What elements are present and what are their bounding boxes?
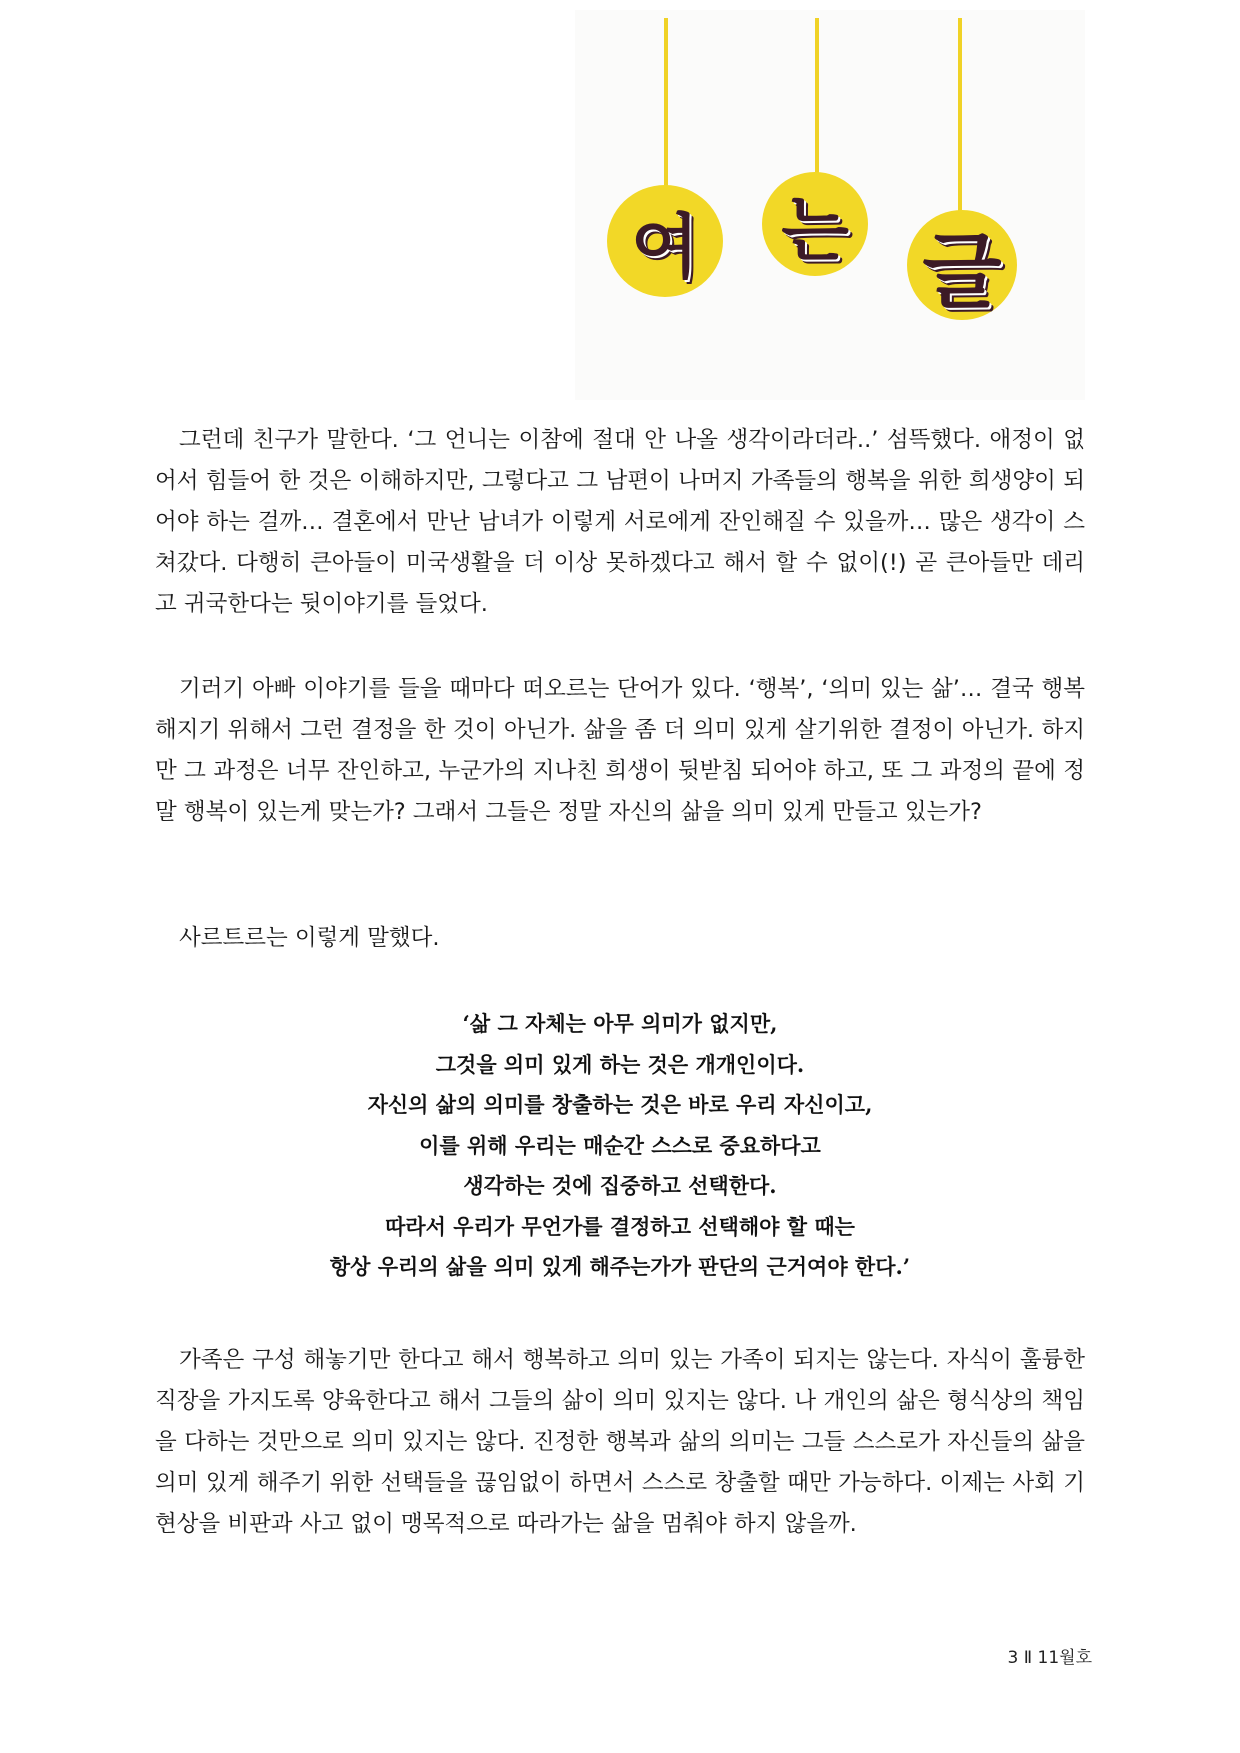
quote-line: 그것을 의미 있게 하는 것은 개개인이다. <box>435 1051 805 1077</box>
title-char-3: 글 <box>922 224 1002 320</box>
title-char-2: 는 <box>781 188 849 271</box>
quote-line: 생각하는 것에 집중하고 선택한다. <box>463 1173 777 1198</box>
bulb-cord-1 <box>664 18 668 190</box>
sartre-quote <box>155 1004 1085 1288</box>
title-bulb-3 <box>907 210 1017 320</box>
quote-line: 따라서 우리가 무언가를 결정하고 선택해야 할 때는 <box>385 1213 855 1239</box>
paragraph-3: 사르트르는 이렇게 말했다. <box>179 925 440 951</box>
title-bulb-2 <box>762 172 868 276</box>
bulb-cord-3 <box>958 18 962 218</box>
quote-line: 자신의 삶의 의미를 창출하는 것은 바로 우리 자신이고, <box>367 1092 873 1117</box>
quote-line: 이를 위해 우리는 매순간 스스로 중요하다고 <box>419 1132 821 1158</box>
paragraph-4: 가족은 구성 해놓기만 한다고 해서 행복하고 의미 있는 가족이 되지는 않는다. 자식이 훌륭한 직장을 가지도록 양육한다고 해서 그들의 삶이 의미 있지는 않다. 나 개인의 삶은 형식상의 책임을 다하는 것만으로 의미 있지는 않다. 진정한 행복과 삶의 의미는 그들 스스로가 자신들의 삶을 의미 있게 해주기 위한 선택들을 끊임없이 하면서 스스로 창출할 때만 가능하다. 이제는 사회 기현상을 비판과 사고 없이 맹목적으로 따라가는 삶을 멈춰야 하지 않을까. <box>155 1347 1085 1537</box>
quote-line: 항상 우리의 삶을 의미 있게 해주는가가 판단의 근거여야 한다.’ <box>329 1254 911 1279</box>
bulb-cord-2 <box>815 18 819 178</box>
paragraph-1: 그런데 친구가 말한다. ‘그 언니는 이참에 절대 안 나올 생각이라더라..’ 섬뜩했다. 애정이 없어서 힘들어 한 것은 이해하지만, 그렇다고 그 남편이 나머지 가족들의 행복을 위한 희생양이 되어야 하는 걸까… 결혼에서 만난 남녀가 이렇게 서로에게 잔인해질 수 있을까… 많은 생각이 스쳐갔다. 다행히 큰아들이 미국생활을 더 이상 못하겠다고 해서 할 수 없이(!) 곧 큰아들만 데리고 귀국한다는 뒷이야기를 들었다. <box>155 427 1085 617</box>
title-bulb-1 <box>607 185 723 297</box>
paragraph-2: 기러기 아빠 이야기를 들을 때마다 떠오르는 단어가 있다. ‘행복’, ‘의미 있는 삶’… 결국 행복해지기 위해서 그런 결정을 한 것이 아닌가. 삶을 좀 더 의미 있게 살기위한 결정이 아닌가. 하지만 그 과정은 너무 잔인하고, 누군가의 지나친 희생이 뒷받침 되어야 하고, 또 그 과정의 끝에 정말 행복이 있는게 맞는가? 그래서 그들은 정말 자신의 삶을 의미 있게 만들고 있는가? <box>155 676 1085 825</box>
quote-line: ‘삶 그 자체는 아무 의미가 없지만, <box>462 1011 778 1036</box>
title-char-1: 여 <box>631 205 699 288</box>
page-number: 3 Ⅱ 11월호 <box>1007 1648 1092 1668</box>
